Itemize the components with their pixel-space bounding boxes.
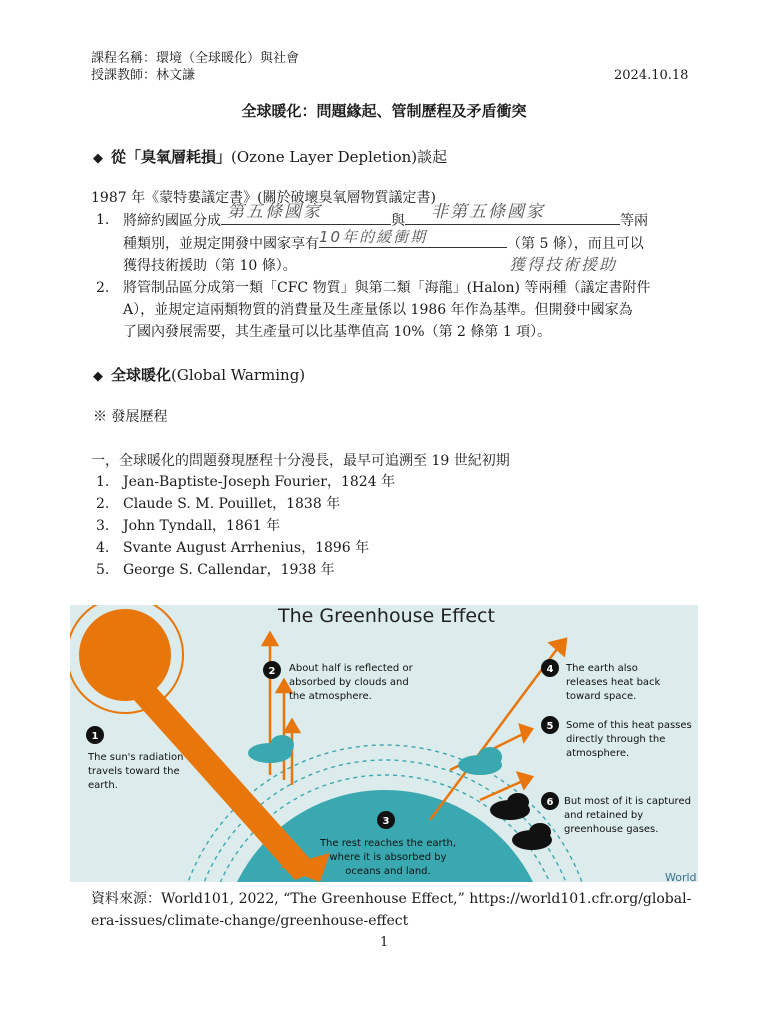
- section-heading-bold: 全球暖化: [111, 366, 172, 384]
- svg-text:6: 6: [546, 797, 554, 808]
- step-text-5: Some of this heat passes directly through the atmosphere.: [566, 720, 692, 759]
- list-number: 3.: [96, 518, 110, 534]
- svg-text:3: 3: [382, 816, 390, 827]
- history-list: [91, 471, 591, 581]
- history-list-text: Claude S. M. Pouillet，1838 年: [123, 496, 341, 512]
- protocol-intro: 1987 年《蒙特婁議定書》(關於破壞臭氧層物質議定書): [91, 190, 437, 206]
- item1-text-c: 等兩: [620, 213, 648, 229]
- svg-text:2: 2: [268, 666, 276, 677]
- figure-source: [91, 888, 711, 932]
- list-item: [91, 202, 691, 277]
- list-number: 4.: [96, 540, 110, 556]
- history-list-text: Svante August Arrhenius，1896 年: [123, 540, 370, 556]
- list-number: 1.: [96, 212, 110, 228]
- source-line-1: 資料來源：World101, 2022, “The Greenhouse Effect,” https://world101.cfr.org/global-: [91, 891, 692, 907]
- protocol-list: [91, 202, 691, 343]
- history-label: ※ 發展歷程: [93, 409, 168, 425]
- diamond-bullet-icon: ◆: [93, 369, 103, 384]
- history-list-item: [91, 471, 591, 493]
- step-text-6: But most of it is captured and retained by greenhouse gases.: [564, 796, 691, 835]
- step-text-3: The rest reaches the earth, where it is absorbed by oceans and land.: [319, 838, 457, 877]
- handwriting-1: 第五條國家: [227, 202, 322, 222]
- history-list-text: John Tyndall，1861 年: [123, 518, 281, 534]
- document-date: 2024.10.18: [614, 68, 689, 83]
- item2-line-3: 了國內發展需要，其生產量可以比基準值高 10%（第 2 條第 1 項）。: [123, 324, 552, 340]
- list-number: 1.: [96, 474, 110, 490]
- history-list-text: Jean-Baptiste-Joseph Fourier，1824 年: [123, 474, 396, 490]
- item1-text-b: 與: [391, 213, 405, 229]
- document-title: 全球暖化：問題緣起、管制歷程及矛盾衝突: [241, 102, 527, 120]
- list-number: 2.: [96, 280, 110, 296]
- handwriting-2: 非第五條國家: [431, 202, 545, 222]
- step-text-4: The earth also releases heat back toward space.: [566, 663, 661, 702]
- item1-text-e: （第 5 條），而且可以: [507, 236, 644, 252]
- section-heading-ozone: [93, 146, 447, 167]
- svg-text:4: 4: [546, 664, 554, 675]
- diamond-bullet-icon: ◆: [93, 151, 103, 166]
- history-list-item: [91, 559, 591, 581]
- history-list-item: [91, 515, 591, 537]
- handwriting-3: 10年的緩衝期: [319, 228, 428, 246]
- step-text-1: The sun's radiation travels toward the earth.: [88, 752, 184, 791]
- list-item: [91, 277, 691, 343]
- step-text-2: About half is reflected or absorbed by clouds and the atmosphere.: [289, 663, 413, 702]
- section-heading-rest: (Global Warming): [171, 366, 306, 384]
- history-list-item: [91, 537, 591, 559]
- item2-line-2: A），並規定這兩類物質的消費量及生產量係以 1986 年作為基準。但開發中國家為: [123, 302, 633, 318]
- list-number: 2.: [96, 496, 110, 512]
- blank-field-2: [405, 202, 620, 225]
- list-number: 5.: [96, 562, 110, 578]
- teacher-name: 授課教師：林文謙: [91, 68, 196, 83]
- item1-text-f: 獲得技術援助（第 10 條）。: [123, 258, 297, 274]
- history-list-text: George S. Callendar，1938 年: [123, 562, 335, 578]
- watermark-text: World: [665, 871, 697, 882]
- figure-title: The Greenhouse Effect: [278, 605, 495, 627]
- section-heading-bold: 從「臭氧層耗損」: [111, 148, 232, 166]
- section-heading-global-warming: [93, 364, 305, 385]
- course-name: 課程名稱：環境（全球暖化）與社會: [91, 51, 300, 66]
- svg-text:1: 1: [91, 731, 99, 742]
- item1-text-a: 將締約國區分成: [123, 213, 221, 229]
- page-number: 1: [380, 935, 389, 950]
- greenhouse-effect-figure: [70, 605, 698, 882]
- item2-line-1: 將管制品區分成第一類「CFC 物質」與第二類「海龍」(Halon) 等兩種（議定書附件: [123, 280, 651, 296]
- blank-field-3: [319, 228, 507, 248]
- section-heading-rest: (Ozone Layer Depletion)談起: [231, 148, 448, 166]
- svg-text:5: 5: [546, 721, 554, 732]
- source-line-2: era-issues/climate-change/greenhouse-effect: [91, 913, 409, 929]
- history-list-item: [91, 493, 591, 515]
- history-intro: 一，全球暖化的問題發現歷程十分漫長，最早可追溯至 19 世紀初期: [91, 453, 510, 469]
- item1-text-d: 種類別，並規定開發中國家享有: [123, 236, 319, 252]
- handwriting-4: 獲得技術援助: [509, 255, 618, 274]
- blank-field-1: [221, 202, 391, 225]
